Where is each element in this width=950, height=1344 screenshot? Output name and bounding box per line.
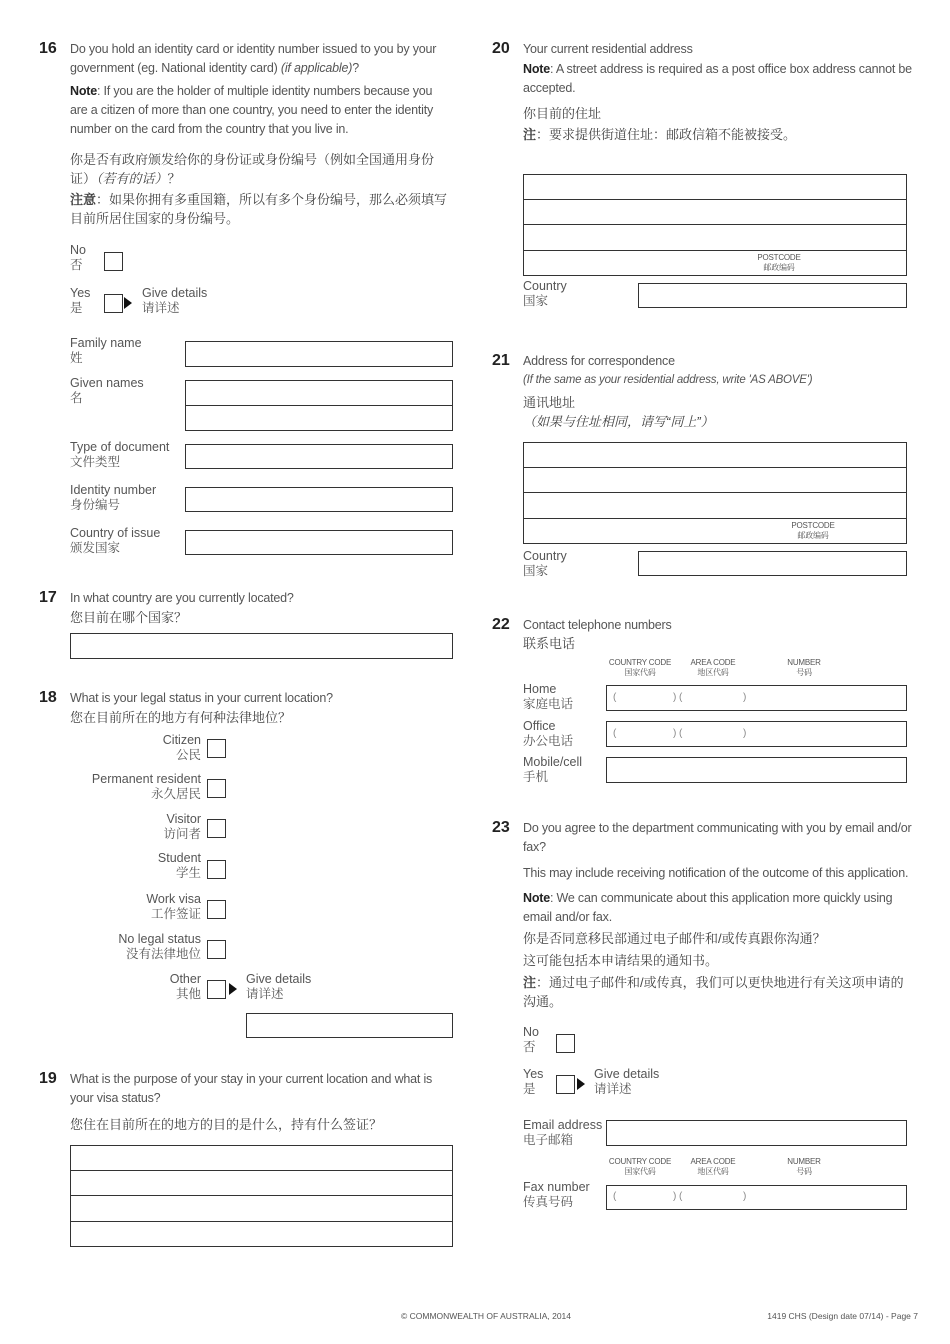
other-details-field[interactable]	[246, 1013, 453, 1038]
label-cn: 文件类型	[70, 455, 121, 469]
q16-question-italic: (if applicable)	[280, 61, 353, 75]
option-en: No legal status	[118, 932, 201, 946]
note-cn-label: 注	[523, 127, 537, 142]
q18-give-details	[246, 972, 311, 1002]
question-number: 21	[492, 352, 510, 369]
col-en: NUMBER	[787, 1157, 821, 1166]
label-en: Identity number	[70, 483, 157, 497]
give-details-cn: 请详述	[594, 1082, 632, 1096]
note-label: Note	[523, 62, 550, 76]
email-label	[523, 1118, 602, 1148]
question-number: 19	[39, 1070, 57, 1087]
col-cn: 地区代码	[697, 668, 729, 677]
option-cn: 学生	[175, 866, 201, 880]
paren: (	[613, 728, 617, 739]
q18-question-cn: 您在目前所在的地方有何种法律地位？	[70, 710, 292, 725]
divider	[523, 250, 907, 251]
permanent-resident-label	[80, 772, 201, 802]
label-en: Family name	[70, 336, 142, 350]
q21-question-cn: 通讯地址	[523, 395, 576, 410]
form-info: 1419 CHS (Design date 07/14) - Page 7	[767, 1311, 918, 1321]
postcode-en: POSTCODE	[757, 253, 801, 262]
visitor-label	[80, 812, 201, 842]
purpose-of-stay-field[interactable]	[70, 1145, 453, 1247]
yes-en: Yes	[70, 286, 91, 300]
identity-number-label	[70, 483, 156, 513]
divider	[523, 467, 907, 468]
q23-info-cn: 这可能包括本申请结果的通知书。	[523, 953, 719, 968]
option-en: Visitor	[166, 812, 201, 826]
option-cn: 访问者	[163, 827, 201, 841]
country-code-header	[606, 1157, 674, 1177]
paren: (	[613, 692, 617, 703]
row-cn: 办公电话	[523, 734, 574, 748]
give-details-en: Give details	[142, 286, 208, 300]
q23-note-cn-text: ：通过电子邮件和/或传真，我们可以更快地进行有关这项申请的沟通。	[523, 975, 904, 1009]
office-phone-label	[523, 719, 573, 749]
postcode-label	[784, 521, 842, 541]
number-header	[780, 1157, 828, 1177]
work-visa-checkbox[interactable]	[207, 900, 226, 919]
country-of-issue-label	[70, 526, 160, 556]
q23-no-checkbox[interactable]	[556, 1034, 575, 1053]
yes-cn: 是	[70, 301, 83, 315]
student-label	[80, 851, 201, 881]
current-country-field[interactable]	[70, 633, 453, 659]
country-code-header	[606, 658, 674, 678]
q18-question: What is your legal status in your current location?	[70, 691, 333, 705]
give-details-cn: 请详述	[246, 987, 284, 1001]
paren: )	[673, 692, 677, 703]
mobile-phone-label	[523, 755, 582, 785]
postcode-cn: 邮政编码	[763, 263, 795, 272]
q23-question-cn: 你是否同意移民部通过电子邮件和/或传真跟你沟通？	[523, 931, 826, 946]
paren: (	[613, 1191, 617, 1202]
postcode-en: POSTCODE	[791, 521, 835, 530]
col-en: COUNTRY CODE	[608, 1157, 672, 1166]
give-details-en: Give details	[594, 1067, 660, 1081]
option-cn: 公民	[175, 748, 201, 762]
question-number: 17	[39, 589, 57, 606]
paren: )	[673, 1191, 677, 1202]
q16-note-cn	[70, 190, 450, 228]
copyright: © COMMONWEALTH OF AUSTRALIA, 2014	[401, 1311, 571, 1321]
q17-question-cn: 您目前在哪个国家？	[70, 610, 188, 625]
option-en: Work visa	[146, 892, 201, 906]
label-cn: 姓	[70, 351, 83, 365]
fax-en: Fax number	[523, 1180, 590, 1194]
paren: )	[743, 692, 747, 703]
country-of-issue-field[interactable]	[185, 530, 453, 555]
paren: )	[673, 728, 677, 739]
country-cn: 国家	[523, 564, 549, 578]
label-en: Given names	[70, 376, 144, 390]
row-en: Office	[523, 719, 556, 733]
q16-question	[70, 40, 450, 78]
q21-hint: (If the same as your residential address, write 'AS ABOVE')	[523, 374, 813, 386]
q17-question: In what country are you currently located?	[70, 591, 294, 605]
no-en: No	[523, 1025, 539, 1039]
col-cn: 国家代码	[624, 1167, 656, 1176]
col-en: COUNTRY CODE	[608, 658, 672, 667]
question-number: 18	[39, 689, 57, 706]
q16-note	[70, 82, 450, 139]
q23-note	[523, 889, 913, 927]
residential-address-field[interactable]	[523, 174, 907, 276]
note-cn-label: 注	[523, 975, 537, 990]
country-en: Country	[523, 279, 567, 293]
country-label	[523, 279, 567, 309]
yes-en: Yes	[523, 1067, 544, 1081]
note-label: Note	[523, 891, 550, 905]
q20-note-cn	[523, 125, 796, 144]
option-en: Permanent resident	[91, 772, 201, 786]
q23-question: Do you agree to the department communicating with you by email and/or fax?	[523, 821, 912, 854]
work-visa-label	[80, 892, 201, 922]
no-cn: 否	[70, 258, 83, 272]
label-cn: 颁发国家	[70, 541, 121, 555]
divider	[70, 1221, 453, 1222]
divider	[523, 199, 907, 200]
area-code-header	[685, 1157, 741, 1177]
col-en: NUMBER	[787, 658, 821, 667]
country-cn: 国家	[523, 294, 549, 308]
area-code-header	[685, 658, 741, 678]
q20-note	[523, 60, 913, 98]
question-number: 23	[492, 819, 510, 836]
citizen-checkbox[interactable]	[207, 739, 226, 758]
col-cn: 号码	[796, 668, 812, 677]
correspondence-country-field[interactable]	[638, 551, 907, 576]
fax-number-field[interactable]	[606, 1185, 907, 1210]
given-names-label	[70, 376, 144, 406]
visitor-checkbox[interactable]	[207, 819, 226, 838]
document-type-label	[70, 440, 169, 470]
q16-question-text: Do you hold an identity card or identity number issued to you by your government (eg. National identity card)	[70, 42, 437, 75]
give-details-en: Give details	[246, 972, 312, 986]
q16-question-cn-end: ？	[167, 171, 181, 186]
label-en: Country of issue	[70, 526, 161, 540]
citizen-label	[80, 733, 201, 763]
row-en: Mobile/cell	[523, 755, 583, 769]
col-en: AREA CODE	[690, 658, 736, 667]
no-en: No	[70, 243, 86, 257]
row-cn: 手机	[523, 770, 549, 784]
q20-note-cn-text: ：要求提供街道住址：邮政信箱不能被接受。	[536, 127, 797, 142]
divider	[70, 1170, 453, 1171]
q16-question-cn-italic: （若有的话）	[96, 171, 168, 186]
q23-yes-checkbox[interactable]	[556, 1075, 575, 1094]
question-number: 16	[39, 40, 57, 57]
fax-label	[523, 1180, 590, 1210]
paren: )	[743, 1191, 747, 1202]
q22-question-cn: 联系电话	[523, 636, 576, 651]
q20-note-text: : A street address is required as a post office box address cannot be accepted.	[523, 62, 912, 95]
home-phone-label	[523, 682, 573, 712]
divider	[70, 1195, 453, 1196]
divider	[523, 224, 907, 225]
paren: (	[679, 728, 683, 739]
option-en: Citizen	[162, 733, 201, 747]
family-name-label	[70, 336, 142, 366]
q20-question-cn: 你目前的住址	[523, 106, 602, 121]
home-phone-field[interactable]	[606, 685, 907, 711]
option-en: Other	[169, 972, 201, 986]
label-cn: 名	[70, 391, 83, 405]
postcode-label	[750, 253, 808, 273]
give-details-cn: 请详述	[142, 301, 180, 315]
divider	[185, 405, 453, 406]
paren: (	[679, 1191, 683, 1202]
divider	[523, 518, 907, 519]
arrow-right-icon	[124, 297, 132, 309]
q20-question: Your current residential address	[523, 42, 693, 56]
email-en: Email address	[523, 1118, 603, 1132]
q16-yes-label	[70, 286, 90, 316]
fax-cn: 传真号码	[523, 1195, 574, 1209]
no-cn: 否	[523, 1040, 536, 1054]
q23-note-text: : We can communicate about this application more quickly using email and/or fax.	[523, 891, 893, 924]
q16-yes-checkbox[interactable]	[104, 294, 123, 313]
country-label	[523, 549, 567, 579]
label-en: Type of document	[70, 440, 170, 454]
q16-question-end: ?	[352, 61, 359, 75]
q23-note-cn	[523, 973, 913, 1011]
q16-note-cn-text: ：如果你拥有多重国籍，所以有多个身份编号，那么必须填写目前所居住国家的身份编号。	[70, 192, 448, 226]
arrow-right-icon	[577, 1078, 585, 1090]
row-cn: 家庭电话	[523, 697, 574, 711]
option-en: Student	[157, 851, 201, 865]
label-cn: 身份编号	[70, 498, 121, 512]
q16-give-details	[142, 286, 207, 316]
question-number: 22	[492, 616, 510, 633]
option-cn: 永久居民	[150, 787, 201, 801]
q19-question-cn: 您住在目前所在的地方的目的是什么，持有什么签证？	[70, 1117, 383, 1132]
other-label	[80, 972, 201, 1002]
no-legal-status-label	[80, 932, 201, 962]
no-legal-status-checkbox[interactable]	[207, 940, 226, 959]
option-cn: 没有法律地位	[125, 947, 201, 961]
question-number: 20	[492, 40, 510, 57]
q23-give-details	[594, 1067, 659, 1097]
col-cn: 号码	[796, 1167, 812, 1176]
option-cn: 其他	[175, 987, 201, 1001]
col-cn: 国家代码	[624, 668, 656, 677]
q16-question-cn-text: 你是否有政府颁发给你的身份证或身份编号（例如全国通用身份证）	[70, 152, 435, 186]
student-checkbox[interactable]	[207, 860, 226, 879]
note-label: Note	[70, 84, 97, 98]
q22-question: Contact telephone numbers	[523, 618, 672, 632]
email-cn: 电子邮箱	[523, 1133, 574, 1147]
mobile-phone-field[interactable]	[606, 757, 907, 783]
q21-hint-cn: （如果与住址相同，请写“同上”）	[523, 414, 714, 429]
correspondence-address-field[interactable]	[523, 442, 907, 544]
other-checkbox[interactable]	[207, 980, 226, 999]
arrow-right-icon	[229, 983, 237, 995]
option-cn: 工作签证	[150, 907, 201, 921]
col-cn: 地区代码	[697, 1167, 729, 1176]
divider	[523, 492, 907, 493]
q21-question: Address for correspondence	[523, 354, 675, 368]
office-phone-field[interactable]	[606, 721, 907, 747]
yes-cn: 是	[523, 1082, 536, 1096]
note-cn-label: 注意	[70, 192, 97, 207]
q16-question-cn	[70, 150, 450, 188]
q23-yes-label	[523, 1067, 543, 1097]
q16-no-checkbox[interactable]	[104, 252, 123, 271]
col-en: AREA CODE	[690, 1157, 736, 1166]
q16-no-label	[70, 243, 86, 273]
row-en: Home	[523, 682, 557, 696]
q19-question: What is the purpose of your stay in your current location and what is your visa status?	[70, 1072, 433, 1105]
number-header	[780, 658, 828, 678]
q16-note-text: : If you are the holder of multiple identity numbers because you are a citizen of more than one country, you need to enter the identity number on the card from the country that you live in.	[70, 84, 434, 136]
email-address-field[interactable]	[606, 1120, 907, 1146]
q23-info: This may include receiving notification of the outcome of this application.	[523, 866, 909, 880]
q23-no-label	[523, 1025, 539, 1055]
paren: )	[743, 728, 747, 739]
postcode-cn: 邮政编码	[797, 531, 829, 540]
family-name-field[interactable]	[185, 341, 453, 367]
residential-country-field[interactable]	[638, 283, 907, 308]
identity-number-field[interactable]	[185, 487, 453, 512]
paren: (	[679, 692, 683, 703]
country-en: Country	[523, 549, 567, 563]
document-type-field[interactable]	[185, 444, 453, 469]
permanent-resident-checkbox[interactable]	[207, 779, 226, 798]
